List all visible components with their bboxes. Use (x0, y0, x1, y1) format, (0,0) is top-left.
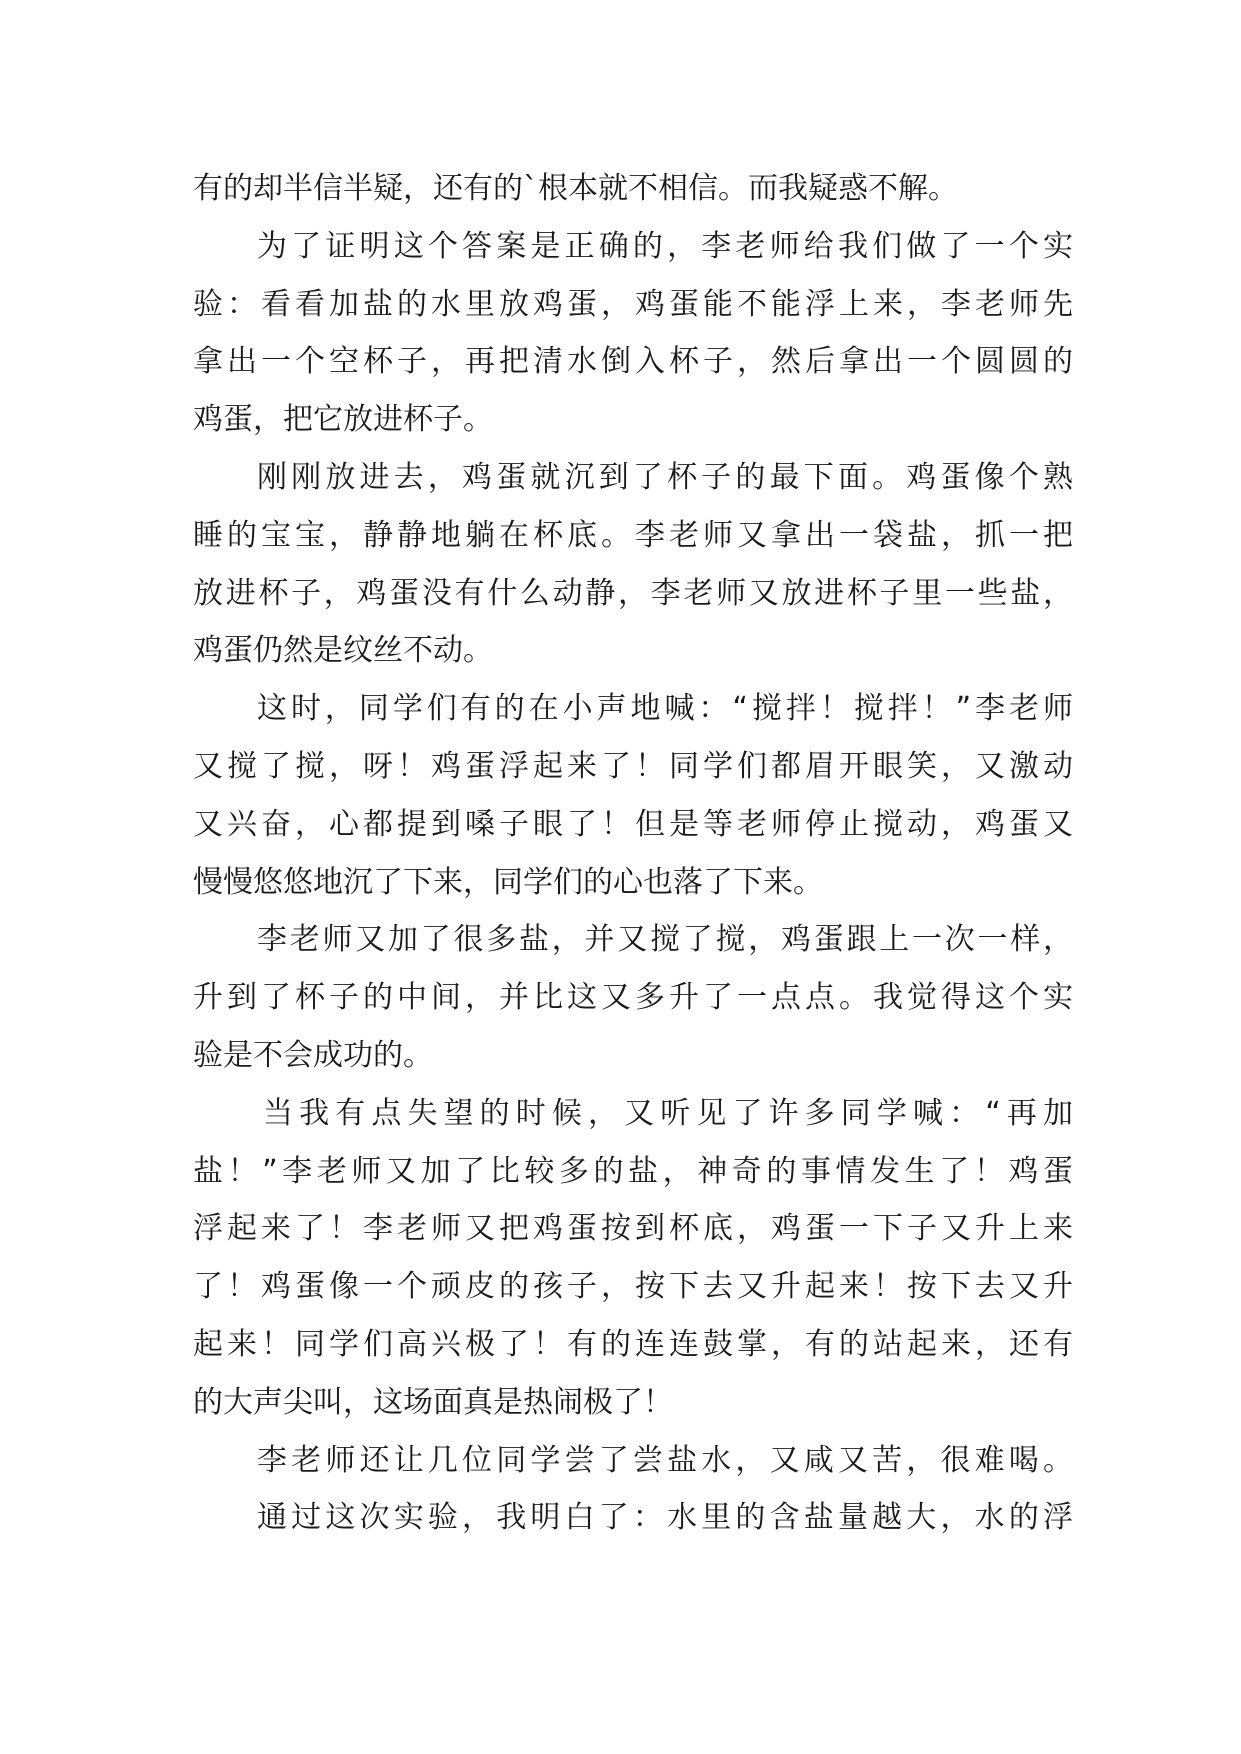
text-line: 浮起来了！李老师又把鸡蛋按到杯底，鸡蛋一下子又升上来 (193, 1211, 1073, 1247)
paragraph-first-line: 刚刚放进去，鸡蛋就沉到了杯子的最下面。鸡蛋像个熟 (257, 459, 1073, 495)
text-line: 放进杯子，鸡蛋没有什么动静，李老师又放进杯子里一些盐， (193, 575, 1073, 611)
text-line: 慢慢悠悠地沉了下来，同学们的心也落了下来。 (193, 864, 823, 900)
text-line: 又搅了搅，呀！鸡蛋浮起来了！同学们都眉开眼笑，又激动 (193, 748, 1073, 784)
text-line: 鸡蛋仍然是纹丝不动。 (193, 633, 493, 669)
text-line: 的大声尖叫，这场面真是热闹极了！ (193, 1384, 673, 1420)
paragraph-first-line: 李老师又加了很多盐，并又搅了搅，鸡蛋跟上一次一样， (257, 922, 1073, 958)
text-line: 拿出一个空杯子，再把清水倒入杯子，然后拿出一个圆圆的 (193, 344, 1073, 380)
essay-body (193, 160, 1073, 1547)
text-line: 又兴奋，心都提到嗓子眼了！但是等老师停止搅动，鸡蛋又 (193, 806, 1073, 842)
text-line: 盐！”李老师又加了比较多的盐，神奇的事情发生了！鸡蛋 (193, 1153, 1073, 1189)
paragraph-first-line: 为了证明这个答案是正确的，李老师给我们做了一个实 (257, 228, 1073, 264)
text-line: 有的却半信半疑，还有的`根本就不相信。而我疑惑不解。 (193, 171, 958, 206)
paragraph-first-line: 这时，同学们有的在小声地喊：“搅拌！搅拌！”李老师 (257, 691, 1073, 727)
paragraph-first-line: 李老师还让几位同学尝了尝盐水，又咸又苦，很难喝。 (257, 1442, 1073, 1478)
text-line: 了！鸡蛋像一个顽皮的孩子，按下去又升起来！按下去又升 (193, 1269, 1073, 1305)
text-line: 起来！同学们高兴极了！有的连连鼓掌，有的站起来，还有 (193, 1326, 1073, 1362)
paragraph-first-line: 通过这次实验，我明白了：水里的含盐量越大，水的浮 (257, 1500, 1073, 1536)
text-line: 鸡蛋，把它放进杯子。 (193, 402, 493, 438)
text-line: 验：看看加盐的水里放鸡蛋，鸡蛋能不能浮上来，李老师先 (193, 286, 1073, 322)
text-line: 验是不会成功的。 (193, 1037, 433, 1073)
paragraph-first-line: 当我有点失望的时候，又听见了许多同学喊：“再加 (263, 1095, 1073, 1131)
text-line: 睡的宝宝，静静地躺在杯底。李老师又拿出一袋盐，抓一把 (193, 517, 1073, 553)
text-line: 升到了杯子的中间，并比这又多升了一点点。我觉得这个实 (193, 980, 1073, 1016)
